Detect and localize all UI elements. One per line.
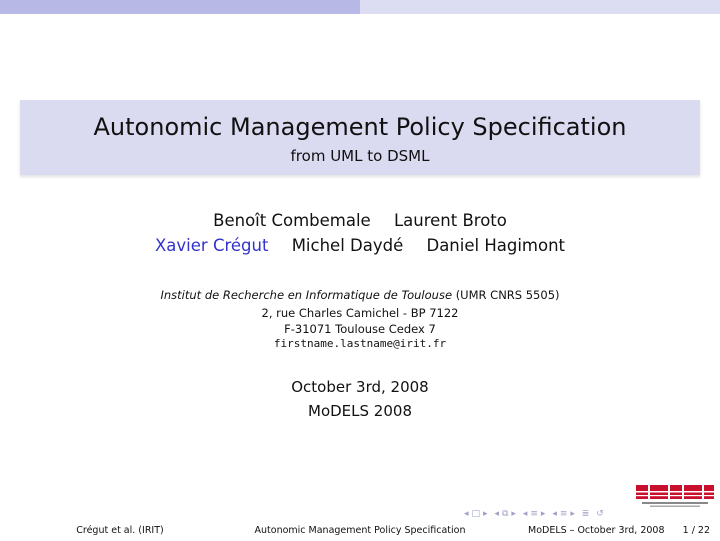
address-line-2: F-31071 Toulouse Cedex 7 (284, 322, 436, 336)
nav-next-frame-icon[interactable]: ▸ (511, 509, 517, 519)
top-bar (0, 0, 720, 14)
beamer-navigation[interactable] (464, 509, 607, 521)
nav-search-icon[interactable]: ↺ (596, 509, 605, 519)
author-name: Daniel Hagimont (426, 236, 565, 255)
institute-code: (UMR CNRS 5505) (455, 288, 560, 302)
title-box (20, 100, 700, 175)
footer-event: MoDELS – October 3rd, 2008 (528, 525, 665, 536)
nav-frame-icon[interactable]: ⧉ (501, 509, 510, 519)
irit-logo (636, 484, 714, 508)
nav-subsection-icon[interactable]: ≡ (530, 509, 539, 519)
authors-row-1 (0, 211, 720, 230)
footer-authors: Crégut et al. (IRIT) (76, 525, 164, 536)
institute-name: Institut de Recherche en Informatique de Toulouse (160, 288, 453, 302)
page-number: 1 / 22 (682, 525, 710, 536)
nav-prev-frame-icon[interactable]: ◂ (494, 509, 500, 519)
institute-line (0, 288, 720, 302)
nav-prev-section-icon[interactable]: ◂ (552, 509, 558, 519)
slide-title: Autonomic Management Policy Specification (93, 113, 627, 141)
footer-title: Autonomic Management Policy Specification (254, 525, 466, 536)
footer-bar (0, 521, 720, 541)
footer-right (480, 521, 720, 541)
nav-prev-subsection-icon[interactable]: ◂ (522, 509, 529, 519)
nav-section-icon[interactable]: ≡ (559, 509, 569, 519)
top-bar-right (360, 0, 720, 14)
top-bar-left (0, 0, 360, 14)
slide-subtitle: from UML to DSML (290, 147, 430, 165)
nav-next-slide-icon[interactable]: ▸ (483, 509, 489, 519)
nav-next-section-icon[interactable]: ▸ (570, 509, 576, 519)
address-line-1: 2, rue Charles Camichel - BP 7122 (261, 306, 459, 320)
presentation-date: October 3rd, 2008 (291, 378, 429, 396)
email-address: firstname.lastname@irit.fr (273, 337, 447, 350)
nav-slide-icon[interactable]: □ (471, 509, 482, 519)
event-name: MoDELS 2008 (308, 402, 412, 420)
author-name-presenter: Xavier Crégut (155, 236, 269, 255)
author-name: Benoît Combemale (213, 211, 371, 230)
nav-next-subsection-icon[interactable]: ▸ (540, 509, 547, 519)
author-name: Laurent Broto (393, 211, 507, 230)
nav-outline-icon[interactable]: ≣ (581, 509, 591, 519)
authors-row-2 (0, 236, 720, 255)
nav-prev-slide-icon[interactable]: ◂ (464, 509, 470, 519)
author-name: Michel Daydé (291, 236, 404, 255)
